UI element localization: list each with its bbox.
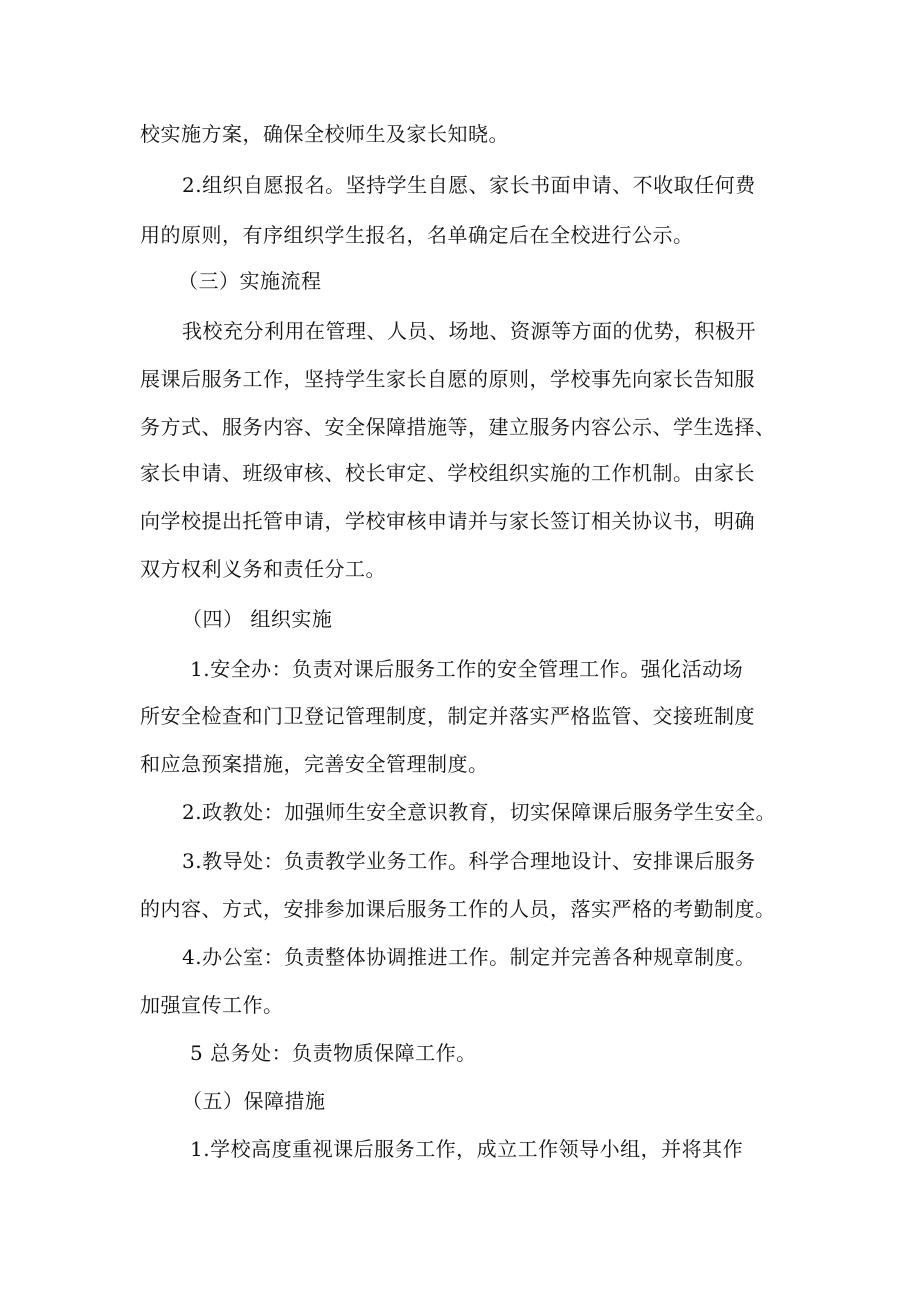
text-line: 校实施方案，确保全校师生及家长知晓。 — [140, 122, 509, 146]
text-line: 加强宣传工作。 — [140, 993, 284, 1017]
text-line: 我校充分利用在管理、人员、场地、资源等方面的优势，积极开 — [182, 319, 756, 343]
text-line: 3.教导处：负责教学业务工作。科学合理地设计、安排课后服务 — [182, 849, 756, 873]
text-line: 的内容、方式，安排参加课后服务工作的人员，落实严格的考勤制度。 — [140, 897, 776, 921]
text-line: 1.安全办：负责对课后服务工作的安全管理工作。强化活动场 — [190, 657, 744, 681]
text-line: 务方式、服务内容、安全保障措施等，建立服务内容公示、学生选择、 — [140, 415, 776, 439]
section-heading: （四） 组织实施 — [182, 607, 333, 631]
text-line: 双方权利义务和责任分工。 — [140, 557, 386, 581]
text-line: 和应急预案措施，完善安全管理制度。 — [140, 752, 489, 776]
text-line: 向学校提出托管申请，学校审核申请并与家长签订相关协议书，明确 — [140, 509, 755, 533]
text-line: 所安全检查和门卫登记管理制度，制定并落实严格监管、交接班制度 — [140, 704, 755, 728]
section-heading: （五）保障措施 — [182, 1089, 326, 1113]
text-line: 用的原则，有序组织学生报名，名单确定后在全校进行公示。 — [140, 223, 694, 247]
text-line: 5 总务处：负责物质保障工作。 — [190, 1041, 477, 1065]
text-line: 家长申请、班级审核、校长审定、学校组织实施的工作机制。由家长 — [140, 461, 755, 485]
text-line: 展课后服务工作，坚持学生家长自愿的原则，学校事先向家长告知服 — [140, 367, 755, 391]
section-heading: （三）实施流程 — [178, 269, 322, 293]
text-line: 4.办公室：负责整体协调推进工作。制定并完善各种规章制度。 — [182, 945, 756, 969]
text-line: 1.学校高度重视课后服务工作，成立工作领导小组，并将其作 — [190, 1137, 744, 1161]
text-line: 2.组织自愿报名。坚持学生自愿、家长书面申请、不收取任何费 — [182, 173, 756, 197]
text-line: 2.政教处：加强师生安全意识教育，切实保障课后服务学生安全。 — [182, 800, 777, 824]
